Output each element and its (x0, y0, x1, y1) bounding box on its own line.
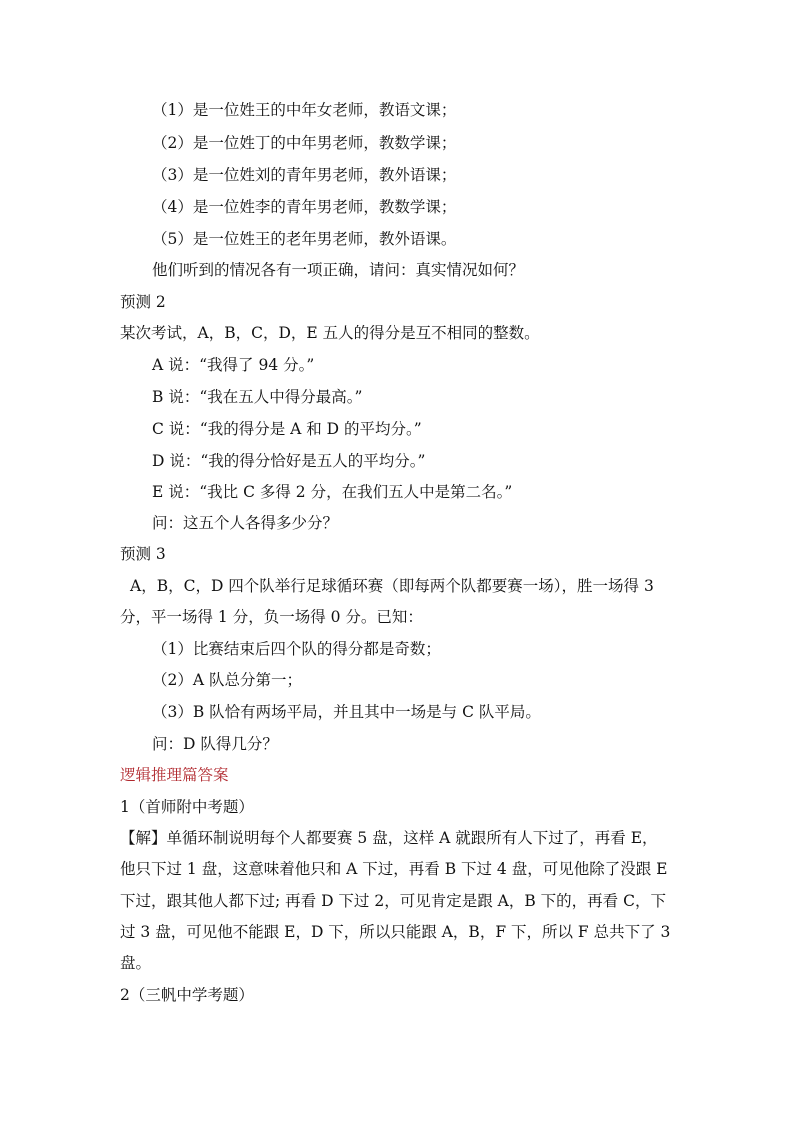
solution-text: 下过，跟其他人都下过; 再看 D 下过 2，可见肯定是跟 A，B 下的，再看 C，下 (120, 892, 666, 910)
problem-text: 分，平一场得 1 分，负一场得 0 分。已知： (120, 608, 423, 626)
condition-line-3: （3）B 队恰有两场平局，并且其中一场是与 C 队平局。 (152, 703, 541, 721)
problem-intro: 某次考试，A，B，C，D，E 五人的得分是互不相同的整数。 (120, 324, 540, 342)
problem-text: A，B，C，D 四个队举行足球循环赛（即每两个队都要赛一场），胜一场得 3 (130, 577, 654, 595)
solution-text: 盘。 (120, 954, 152, 972)
condition-line-3: （3）是一位姓刘的青年男老师，教外语课； (152, 166, 457, 184)
statement-d: D 说：“我的得分恰好是五人的平均分。” (152, 452, 426, 470)
solution-text: 过 3 盘，可见他不能跟 E，D 下，所以只能跟 A，B，F 下，所以 F 总共下了 3 (120, 923, 671, 941)
question-line: 问：这五个人各得多少分？ (152, 514, 339, 532)
statement-b: B 说：“我在五人中得分最高。” (152, 388, 363, 406)
solution-text: 他只下过 1 盘，这意味着他只和 A 下过，再看 B 下过 4 盘，可见他除了没跟 E (120, 860, 668, 878)
answers-heading: 逻辑推理篇答案 (120, 766, 229, 784)
condition-line-2: （2）是一位姓丁的中年男老师，教数学课； (152, 134, 457, 152)
question-line: 问：D 队得几分？ (152, 735, 278, 753)
answer-1-label: 1（首师附中考题） (120, 798, 254, 816)
statement-a: A 说：“我得了 94 分。” (152, 356, 315, 374)
answer-2-label: 2（三帆中学考题） (120, 986, 254, 1004)
statement-c: C 说：“我的得分是 A 和 D 的平均分。” (152, 420, 422, 438)
condition-line-1: （1）是一位姓王的中年女老师，教语文课； (152, 101, 457, 119)
section-heading-prediction-2: 预测 2 (120, 293, 166, 311)
condition-line-2: （2）A 队总分第一； (152, 671, 302, 689)
question-line: 他们听到的情况各有一项正确，请问：真实情况如何？ (152, 261, 525, 279)
solution-text: 【解】单循环制说明每个人都要赛 5 盘，这样 A 就跟所有人下过了，再看 E， (120, 829, 658, 847)
section-heading-prediction-3: 预测 3 (120, 545, 166, 563)
statement-e: E 说：“我比 C 多得 2 分，在我们五人中是第二名。” (152, 483, 513, 501)
condition-line-5: （5）是一位姓王的老年男老师，教外语课。 (152, 230, 457, 248)
condition-line-1: （1）比赛结束后四个队的得分都是奇数； (152, 640, 441, 658)
condition-line-4: （4）是一位姓李的青年男老师，教数学课； (152, 198, 457, 216)
